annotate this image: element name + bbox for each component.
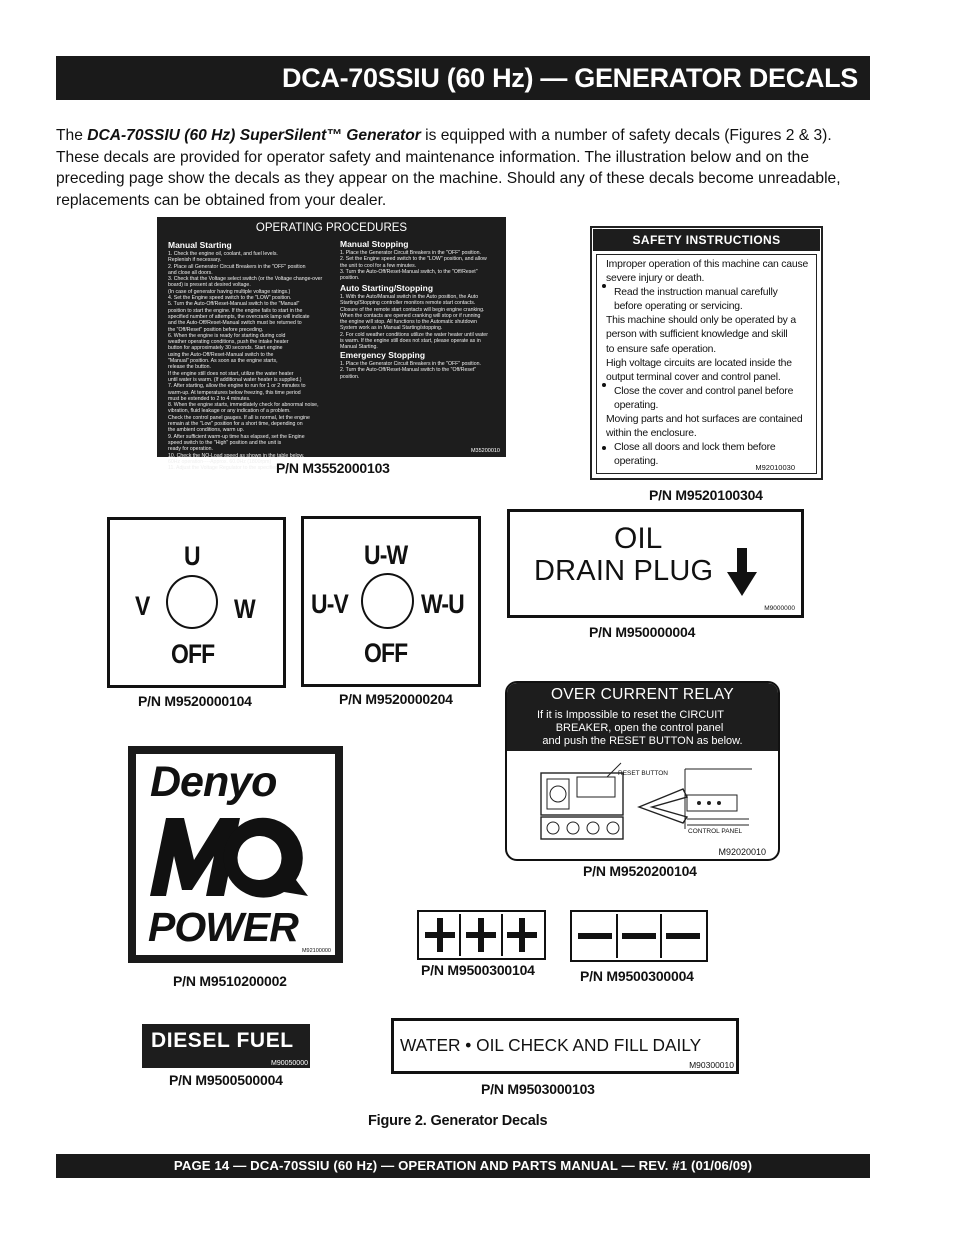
safety-line: Close all doors and lock them before [614, 442, 776, 454]
diesel-part-number: P/N M9500500004 [169, 1072, 283, 1088]
diesel-code: M90050000 [271, 1060, 308, 1067]
safety-instructions-decal [590, 226, 823, 480]
switch1-part-number: P/N M9520000104 [138, 693, 252, 709]
switch2-part-number: P/N M9520000204 [339, 691, 453, 707]
diesel-fuel-text: DIESEL FUEL [151, 1029, 294, 1052]
intro-product-name: DCA-70SSIU (60 Hz) SuperSilent™ Generator [87, 127, 421, 144]
logo-inner [136, 754, 335, 955]
emergency-stopping-text: 1. Place the Generator Circuit Breakers in the "OFF" position. 2. Turn the Auto-Off/Reset-Manual switch to the "Off/Reset" position. [340, 361, 481, 380]
operating-procedures-title: OPERATING PROCEDURES [255, 222, 408, 234]
operating-part-number: P/N M3552000103 [276, 460, 390, 476]
manual-starting-text: 1. Check the engine oil, coolant, and fuel levels. Replenish if necessary. 2. Place all Generator Circuit Breakers in the "OFF" position and close all doors. 3. Check that the Voltage select switch (or the Voltage change-over board) is present at desired voltage. (In case of generator having multiple voltage ratings.) 4. Set the Engine speed switch to the "LOW" position. 5. Turn the Auto-Off/Reset-Manual switch to the "Manual" position to start the engine. If the engine fails to start in the specified number of attempts, the overcrank lamp will indicate and the Auto-Off/Reset-Manual switch must be returned to the "Off/Reset" position before preceding. 6. When the engine is ready for starting during cold weather operating conditions, push the intake heater button for approximately 30 seconds. Start engine using the Auto-Off/Reset-Manual switch to the "Manual" position. As soon as the engine starts, release the button. If the engine still does not start, utilize the water heater until water is warm. (If additional water heater is supplied.) 7. After starting, allow the engine to run for 1 or 2 minutes to warm-up. At temperatures below freezing, this time period must be extended to 2 to 4 minutes. 8. When the engine starts, immediately check for abnormal noise, vibration, fluid leakage or any indication of a problem. Check the control panel gauges. If all is normal, let the engine remain at the "Low" position for a short time, depending on the ambient conditions, warm up. 9. After sufficient warm-up time has elapsed, set the Engine speed switch to the "High" position and the unit is ready for operation. 10. Check the NO-Load speed as shown in the table below. 60Hz operation----Approx. 60.0Hz (1800rpm) 11. Adjust the Voltage Regulator to the specified voltage. [168, 251, 323, 472]
page-footer-bar [56, 1154, 870, 1178]
switch-label-top: U [184, 541, 200, 571]
relay-title: OVER CURRENT RELAY [550, 686, 735, 703]
logo-power-text: POWER [148, 904, 298, 950]
safety-line: High voltage circuits are located inside the [606, 357, 792, 369]
switch-label-top: U-W [364, 540, 408, 570]
safety-title: SAFETY INSTRUCTIONS [593, 229, 820, 251]
manual-stopping-text: 1. Place the Generator Circuit Breakers in the "OFF" position. 2. Set the Engine speed switch to the "LOW" position, and allow the unit to cool for a few minutes. 3. Turn the Auto-Off/Reset-Manual switch, to the "Off/Reset" position. [340, 250, 487, 282]
switch-label-left: V [135, 591, 150, 621]
plus-part-number: P/N M9500300104 [421, 962, 535, 978]
oil-drain-plug-decal [507, 509, 804, 618]
switch-label-left: U-V [311, 589, 348, 619]
relay-header [507, 683, 778, 751]
safety-line: within the enclosure. [606, 428, 697, 440]
safety-part-number: P/N M9520100304 [649, 487, 763, 503]
over-current-relay-decal [505, 681, 780, 861]
water-oil-check-decal [391, 1018, 739, 1074]
relay-part-number: P/N M9520200104 [583, 863, 697, 879]
safety-line: Read the instruction manual carefully [614, 287, 778, 299]
switch-label-right: W-U [421, 589, 464, 619]
intro-lead: The [56, 127, 88, 144]
logo-code: M92100000 [301, 948, 331, 954]
manual-stopping-heading: Manual Stopping [340, 239, 409, 249]
minus-sign-icon [572, 912, 706, 960]
mq-logo-icon [148, 814, 326, 900]
footer-text: PAGE 14 — DCA-70SSIU (60 Hz) — OPERATION AND PARTS MANUAL — REV. #1 (01/06/09) [173, 1158, 753, 1173]
page-header-bar [56, 56, 870, 100]
operating-code: M35200010 [470, 448, 500, 454]
reset-button-label: RESET BUTTON [618, 770, 668, 777]
auto-starting-text: 1. With the Auto/Manual switch in the Auto position, the Auto Starting/Stopping controller monitors remote start contacts. Closure of the remote start contacts will begin engine cranking. When the contacts are opened cranking will stop or if running the engine will stop. All functions to the Automatic shutdown System work as in Manual Starting/stopping. 2. For cold weather conditions utilize the water heater until water is warm. If the engine still does not start, please operate as in Manual Starting. [340, 294, 488, 351]
oil-label: OIL [614, 522, 663, 555]
relay-line: BREAKER, open the control panel [555, 722, 724, 734]
safety-line: This machine should only be operated by a [606, 315, 796, 327]
negative-terminal-decal [570, 910, 708, 962]
drain-plug-label: DRAIN PLUG [534, 555, 714, 587]
safety-line: severe injury or death. [606, 273, 705, 285]
control-panel-label: CONTROL PANEL [688, 828, 743, 835]
auto-starting-heading: Auto Starting/Stopping [340, 283, 434, 293]
emergency-stopping-heading: Emergency Stopping [340, 350, 426, 360]
figure-caption: Figure 2. Generator Decals [368, 1113, 548, 1129]
safety-line: output terminal cover and control panel. [606, 371, 781, 383]
water-oil-text: WATER • OIL CHECK AND FILL DAILY [400, 1035, 702, 1055]
relay-line: If it is Impossible to reset the CIRCUIT [536, 709, 725, 721]
safety-line: person with sufficient knowledge and skill [606, 329, 788, 341]
intro-body: is equipped with a number of safety decals (Figures 2 & 3). These decals are provided for operator safety and maintenance information. The illustration below and on the preceding page show the decals as they appear on the machine. Should any of these decals become unreadable, replacements can be obtained from your dealer. [56, 127, 841, 209]
safety-line: operating. [614, 399, 659, 411]
arrow-down-icon [727, 548, 757, 596]
switch-label-off: OFF [364, 638, 408, 668]
voltage-switch-decal-uw [301, 516, 481, 687]
safety-text [606, 258, 811, 469]
plus-sign-icon [419, 912, 544, 958]
safety-line: Improper operation of this machine can cause [606, 259, 809, 270]
water-code: M90300010 [689, 1060, 734, 1070]
logo-brand-text: Denyo [150, 758, 277, 806]
manual-starting-heading: Manual Starting [168, 240, 232, 250]
switch-label-right: W [234, 594, 255, 624]
safety-line: to ensure safe operation. [606, 343, 716, 355]
safety-line: Close the cover and control panel before [614, 385, 794, 397]
diesel-fuel-decal [142, 1024, 310, 1068]
logo-part-number: P/N M9510200002 [173, 973, 287, 989]
safety-line: before operating or servicing. [614, 301, 743, 313]
oil-code: M9000000 [764, 605, 795, 612]
intro-paragraph [56, 125, 864, 211]
oil-part-number: P/N M950000004 [589, 624, 696, 640]
denyo-mq-power-decal [128, 746, 343, 963]
positive-terminal-decal [417, 910, 546, 960]
relay-line: and push the RESET BUTTON as below. [542, 735, 743, 747]
minus-part-number: P/N M9500300004 [580, 968, 694, 984]
safety-line: operating. [614, 456, 659, 468]
switch-circle-icon [361, 573, 414, 629]
switch-circle-icon [166, 575, 218, 629]
relay-code: M92020010 [718, 847, 766, 857]
safety-code: M92010030 [755, 463, 795, 472]
page-title: DCA-70SSIU (60 Hz) — GENERATOR DECALS [282, 63, 858, 93]
safety-line: Moving parts and hot surfaces are contained [606, 414, 803, 426]
switch-label-off: OFF [171, 639, 215, 669]
voltage-switch-decal-uvw [107, 517, 286, 688]
water-part-number: P/N M9503000103 [481, 1081, 595, 1097]
